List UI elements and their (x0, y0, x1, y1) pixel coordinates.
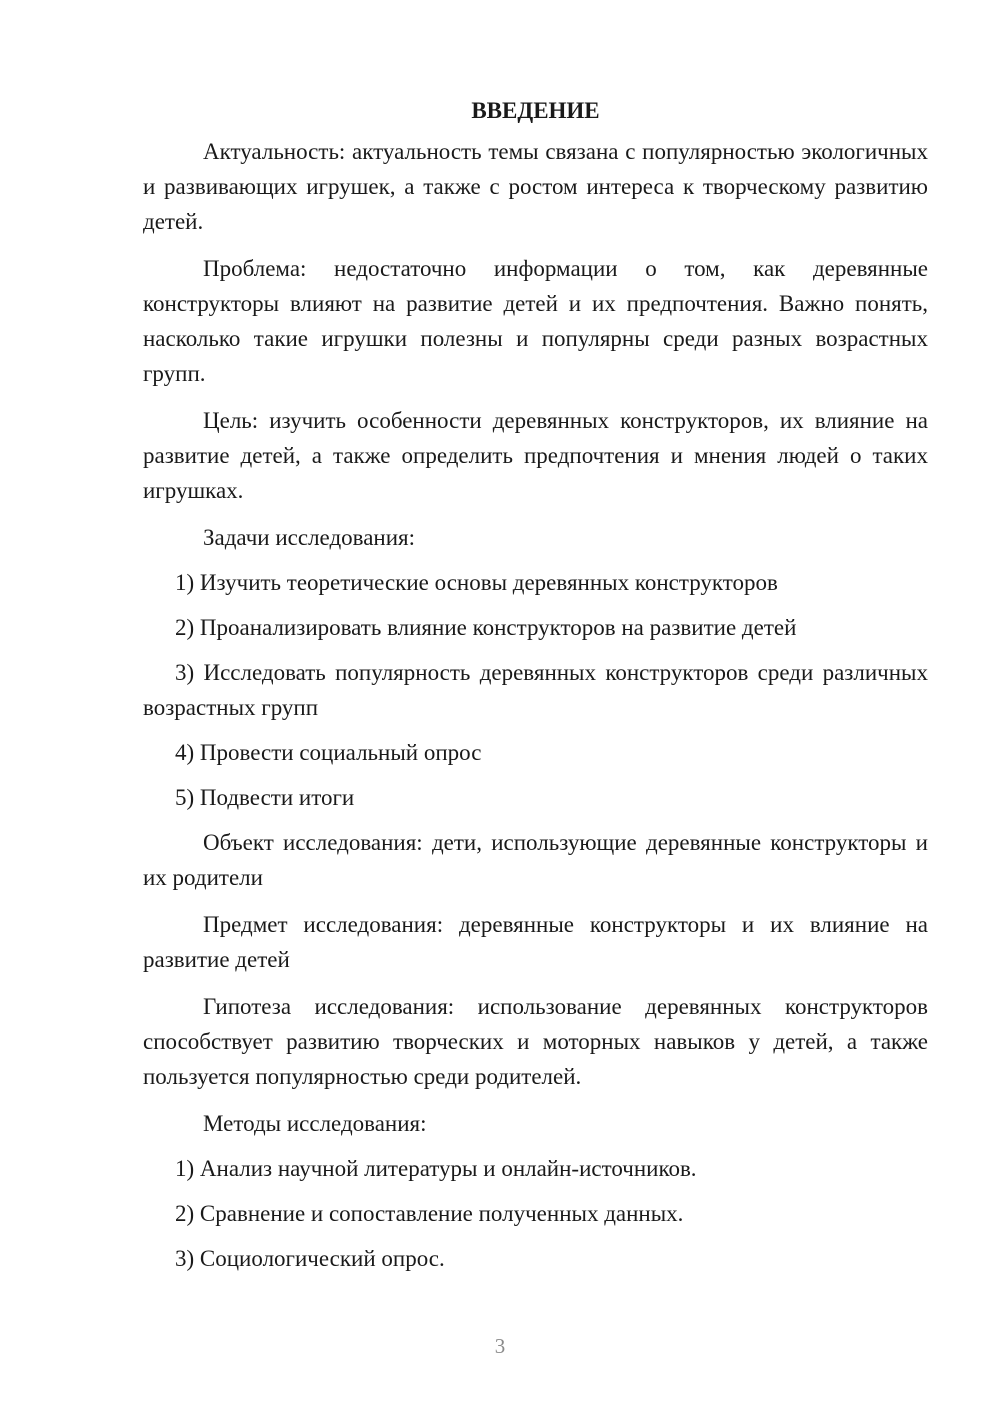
method-item-3: 3) Социологический опрос. (175, 1246, 445, 1271)
section-title: ВВЕДЕНИЕ (471, 98, 600, 123)
page-number: 3 (494, 1334, 506, 1358)
paragraph-goal: Цель: изучить особенности деревянных конструкторов, их влияние на развитие детей, а также определить предпочтения и мнения людей о таких игрушках. (143, 408, 928, 503)
page-body (143, 96, 928, 1286)
task-item-2: 2) Проанализировать влияние конструкторов на развитие детей (175, 615, 797, 640)
paragraph-relevance: Актуальность: актуальность темы связана с популярностью экологичных и развивающих игрушек, а также с ростом интереса к творческому развитию детей. (143, 139, 928, 234)
task-item-1: 1) Изучить теоретические основы деревянных конструкторов (175, 570, 778, 595)
method-item-2: 2) Сравнение и сопоставление полученных данных. (175, 1201, 684, 1226)
paragraph-hypothesis: Гипотеза исследования: использование деревянных конструкторов способствует развитию творческих и моторных навыков у детей, а также пользуется популярностью среди родителей. (143, 994, 928, 1089)
task-item-4: 4) Провести социальный опрос (175, 740, 482, 765)
task-item-5: 5) Подвести итоги (175, 785, 355, 810)
task-item-3: 3) Исследовать популярность деревянных конструкторов среди различных возрастных групп (143, 660, 928, 720)
paragraph-problem: Проблема: недостаточно информации о том, как деревянные конструкторы влияют на развитие детей и их предпочтения. Важно понять, насколько такие игрушки полезны и популярны среди разных возрастных групп. (143, 256, 928, 386)
tasks-heading: Задачи исследования: (203, 525, 416, 550)
paragraph-object: Объект исследования: дети, использующие деревянные конструкторы и их родители (143, 830, 928, 890)
method-item-1: 1) Анализ научной литературы и онлайн-источников. (175, 1156, 697, 1181)
methods-heading: Методы исследования: (203, 1111, 427, 1136)
paragraph-subject: Предмет исследования: деревянные конструкторы и их влияние на развитие детей (143, 912, 928, 972)
